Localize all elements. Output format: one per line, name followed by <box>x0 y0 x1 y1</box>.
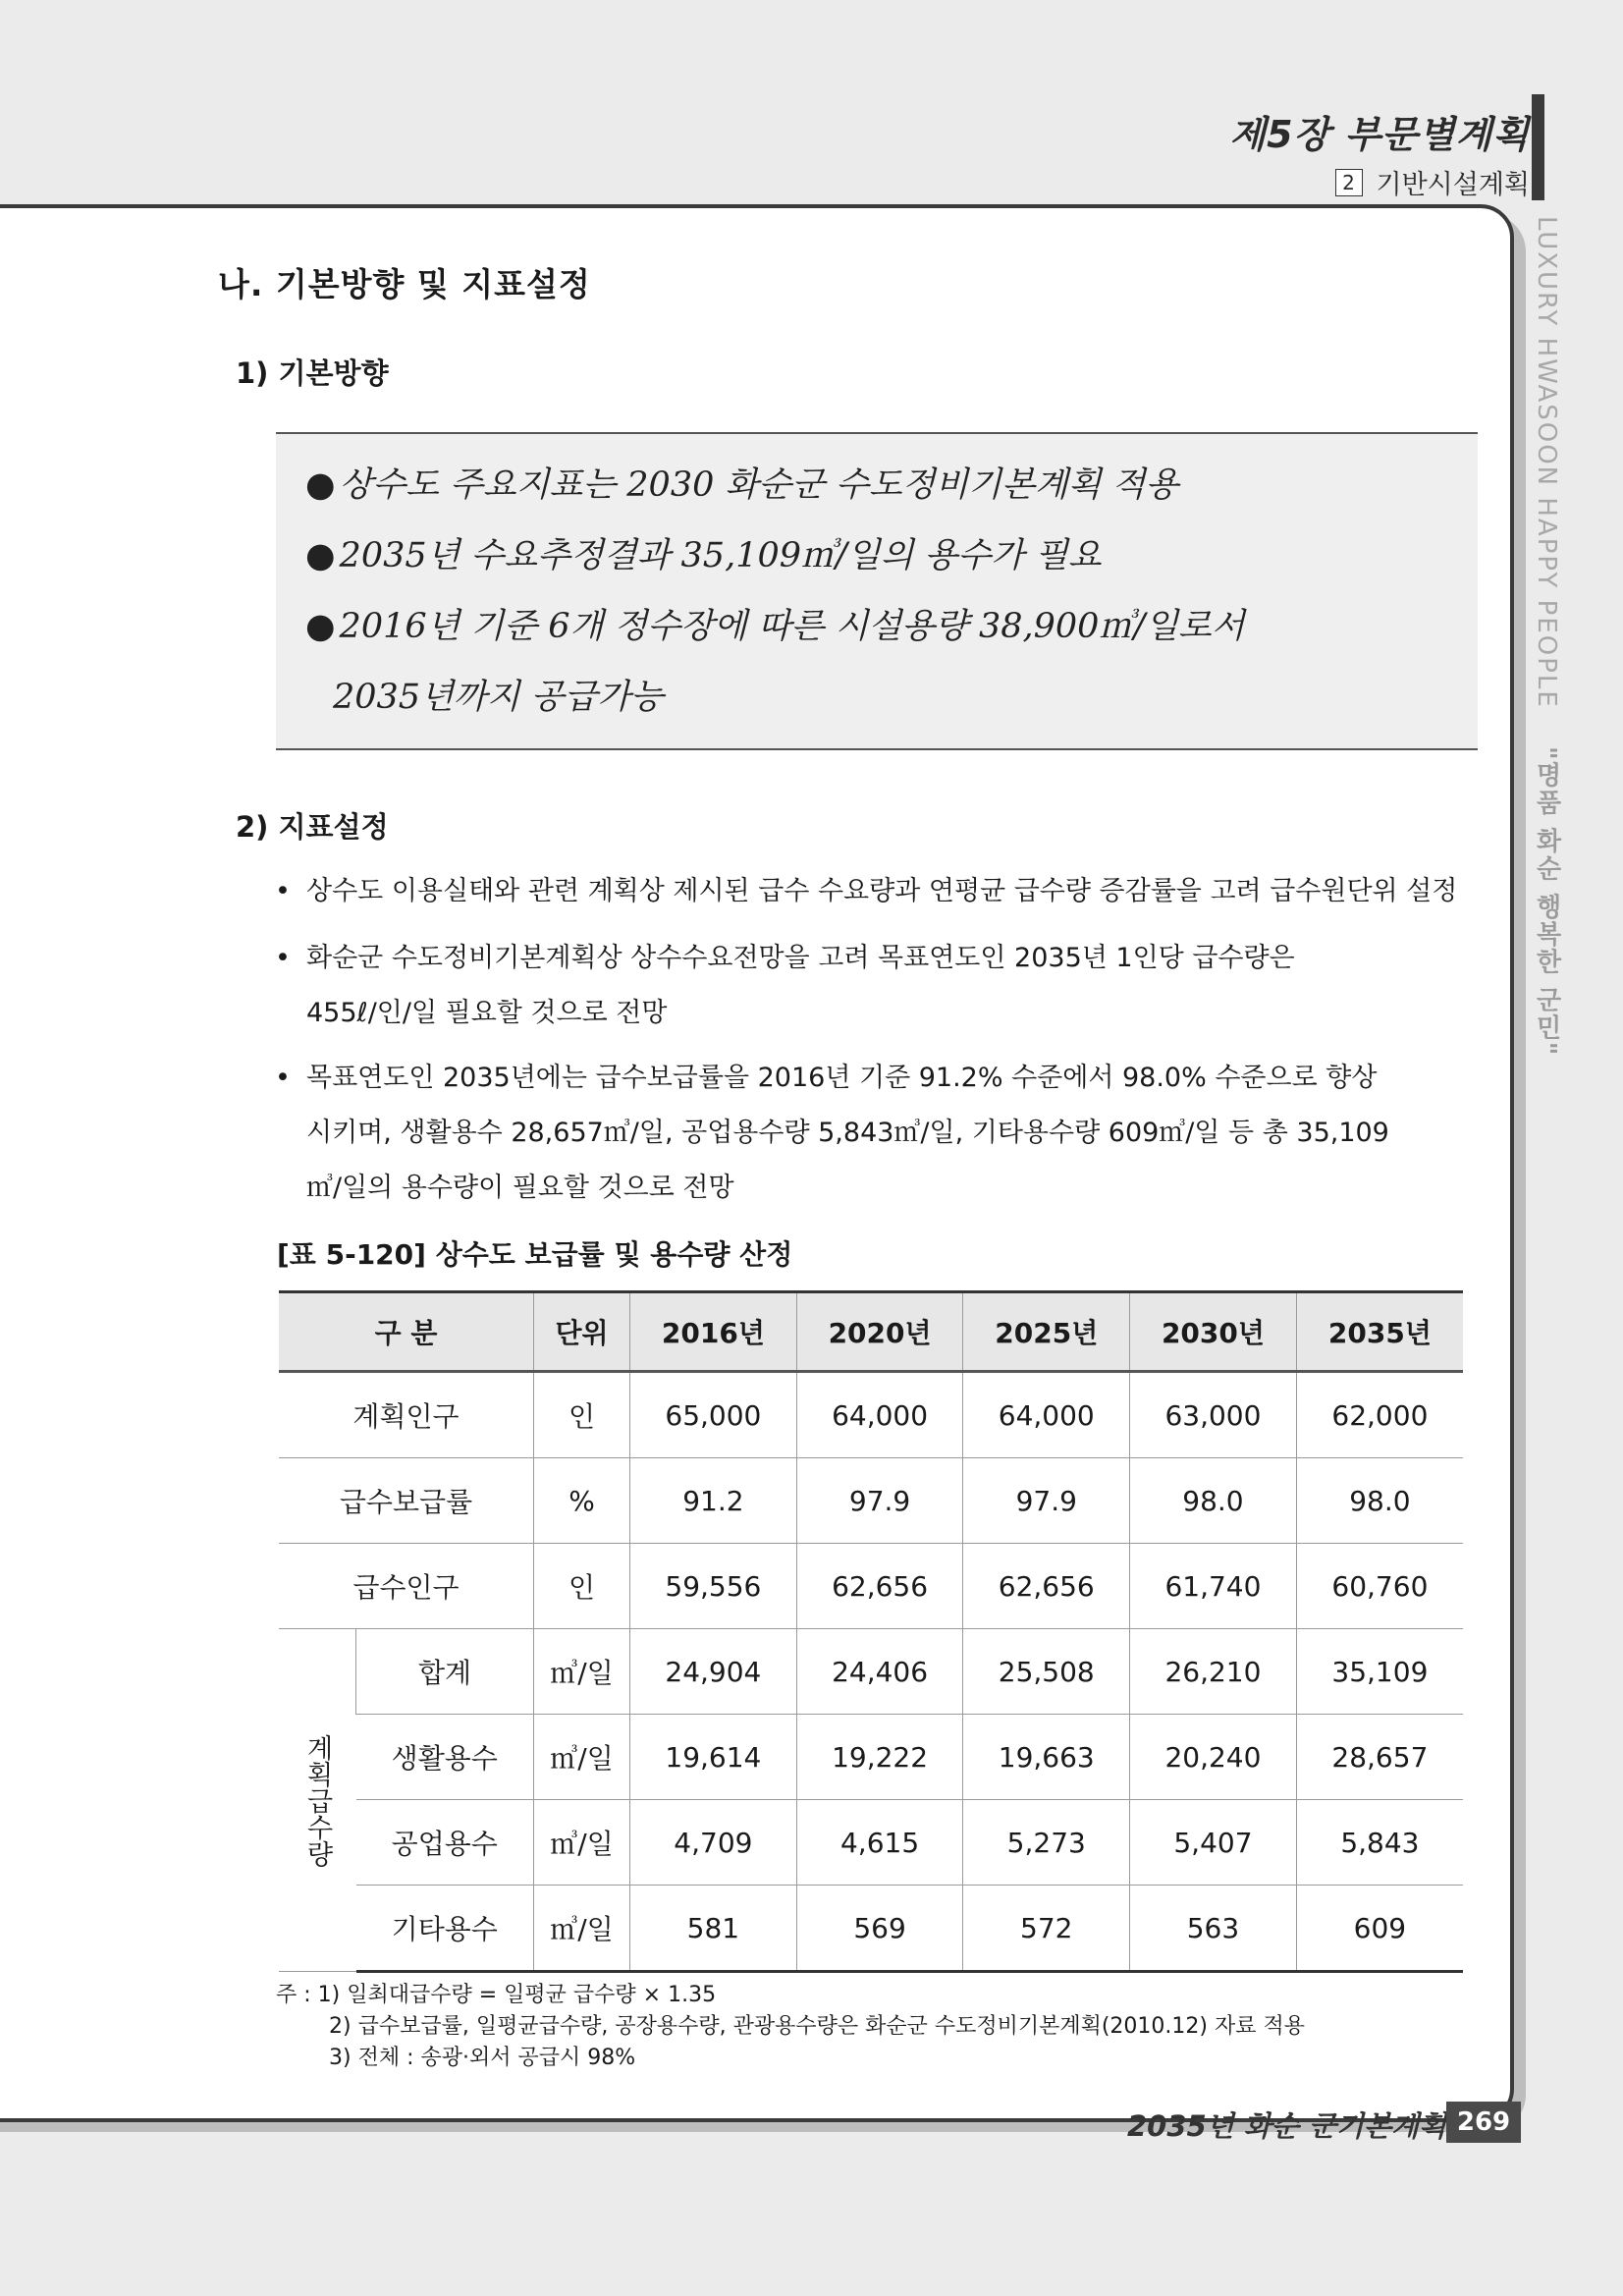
table-row: 급수보급률 % 91.2 97.9 97.9 98.0 98.0 <box>279 1458 1463 1544</box>
table-row: 공업용수 ㎥/일 4,709 4,615 5,273 5,407 5,843 <box>279 1800 1463 1886</box>
header-accent-bar <box>1532 94 1544 200</box>
table-row: 계획급수량 합계 ㎥/일 24,904 24,406 25,508 26,210 35,109 <box>279 1629 1463 1715</box>
table-row: 급수인구 인 59,556 62,656 62,656 61,740 60,760 <box>279 1544 1463 1629</box>
box-line-1: ● 상수도 주요지표는 2030 화순군 수도정비기본계획 적용 <box>305 465 1179 505</box>
chapter-title: 제5장 부문별계획 <box>1229 113 1530 156</box>
bullet-item-2: • 화순군 수도정비기본계획상 상수수요전망을 고려 목표연도인 2035년 1인당 급수량은 455ℓ/인/일 필요할 것으로 전망 <box>275 943 1295 1028</box>
box-line-4: 2035년까지 공급가능 <box>333 678 664 717</box>
note-3: 3) 전체 : 송광·외서 공급시 98% <box>329 2046 636 2070</box>
water-supply-table <box>279 1290 1463 1973</box>
box-bullet: ● <box>305 536 336 575</box>
bullet-item-3: • 목표연도인 2035년에는 급수보급률을 2016년 기준 91.2% 수준에서 98.0% 수준으로 향상 시키며, 생활용수 28,657㎥/일, 공업용수량 5,843㎥/일, 기타용수량 609㎥/일 등 총 35,109 ㎥/일의 용수량이 필요할 것으로 전망 <box>275 1063 1389 1203</box>
side-slogan-english: LUXURY HWASOON HAPPY PEOPLE <box>1532 216 1561 709</box>
side-slogan-korean: "명품 화순 행복한 군민" <box>1532 746 1561 1058</box>
header-2016: 2016년 <box>630 1292 797 1372</box>
side-slogan <box>1529 216 1565 1057</box>
table-row: 생활용수 ㎥/일 19,614 19,222 19,663 20,240 28,657 <box>279 1715 1463 1800</box>
table-caption: [표 5-120] 상수도 보급률 및 용수량 산정 <box>277 1238 793 1271</box>
subsection-basic-direction: 1) 기본방향 <box>236 356 389 390</box>
header-2020: 2020년 <box>796 1292 963 1372</box>
highlight-box <box>276 432 1478 750</box>
footer-document-title: 2035년 화순 군기본계획 <box>1126 2109 1446 2143</box>
table-row: 기타용수 ㎥/일 581 569 572 563 609 <box>279 1886 1463 1972</box>
table-notes <box>276 1980 1305 2074</box>
section-heading <box>1335 163 1531 201</box>
section-main-title: 나. 기본방향 및 지표설정 <box>218 265 591 303</box>
page-number: 269 <box>1446 2102 1521 2143</box>
header-category: 구 분 <box>279 1292 534 1372</box>
box-bullet: ● <box>305 607 336 646</box>
table-header-row <box>279 1292 1463 1372</box>
header-unit: 단위 <box>534 1292 630 1372</box>
note-1: 주 : 1) 일최대급수량 = 일평균 급수량 × 1.35 <box>276 1983 717 2007</box>
box-line-3: ● 2016년 기준 6개 정수장에 따른 시설용량 38,900㎥/일로서 <box>305 607 1245 646</box>
table-row: 계획인구 인 65,000 64,000 64,000 63,000 62,000 <box>279 1372 1463 1458</box>
section-number: 2 <box>1335 169 1363 196</box>
group-label-planned-supply: 계획급수량 <box>279 1629 356 1972</box>
header-2035: 2035년 <box>1296 1292 1463 1372</box>
header-2025: 2025년 <box>963 1292 1130 1372</box>
subsection-indicator-setting: 2) 지표설정 <box>236 810 389 844</box>
bullet-item-1: • 상수도 이용실태와 관련 계획상 제시된 급수 수요량과 연평균 급수량 증감률을 고려 급수원단위 설정 <box>275 876 1458 906</box>
section-title: 기반시설계획 <box>1376 170 1530 200</box>
header-2030: 2030년 <box>1130 1292 1297 1372</box>
note-2: 2) 급수보급률, 일평균급수량, 공장용수량, 관광용수량은 화순군 수도정비기본계획(2010.12) 자료 적용 <box>329 2014 1305 2039</box>
box-bullet: ● <box>305 465 336 505</box>
box-line-2: ● 2035년 수요추정결과 35,109㎥/일의 용수가 필요 <box>305 536 1102 575</box>
